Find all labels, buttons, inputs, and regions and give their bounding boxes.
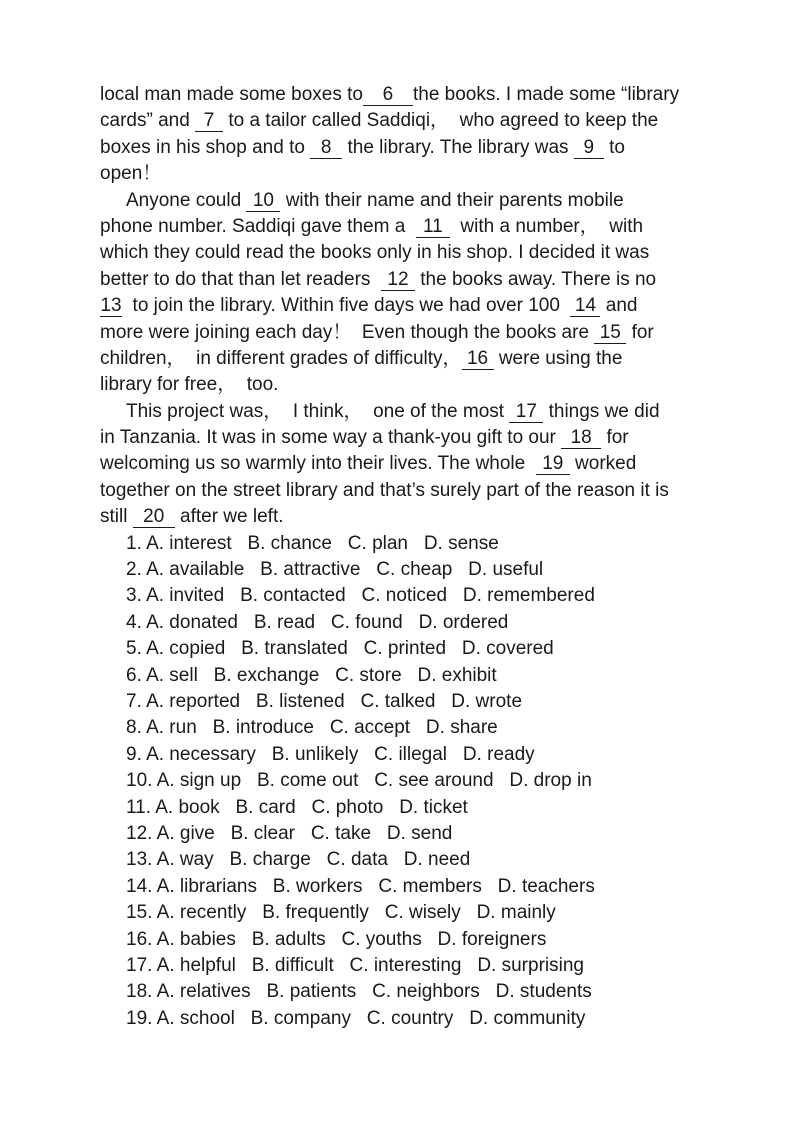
text-segment: the books. I made some “library <box>412 84 680 105</box>
text-segment: things we did <box>543 400 660 422</box>
blank-12: 12 <box>381 270 415 291</box>
text-line <box>100 267 700 293</box>
option-row: 5. A. copied B. translated C. printed D. covered <box>126 638 554 660</box>
text-line <box>100 399 700 425</box>
text-segment: better to do that than let readers <box>100 268 381 290</box>
text-segment: for <box>601 427 629 449</box>
blank-16: 16 <box>462 349 494 370</box>
text-line <box>100 320 700 346</box>
text-segment: children， in different grades of difficulty， <box>100 347 462 369</box>
option-row: 7. A. reported B. listened C. talked D. wrote <box>126 690 523 712</box>
option-row: 12. A. give B. clear C. take D. send <box>126 822 453 844</box>
text-segment: to <box>603 136 625 158</box>
text-line <box>100 108 700 134</box>
text-segment: phone number. Saddiqi gave them a <box>100 215 416 237</box>
option-row: 8. A. run B. introduce C. accept D. share <box>126 717 498 739</box>
option-row: 4. A. donated B. read C. found D. ordered <box>126 611 509 633</box>
blank-19: 19 <box>536 454 570 475</box>
blank-15: 15 <box>594 323 626 344</box>
text-line <box>100 214 700 240</box>
text-segment: local man made some boxes to <box>100 84 363 105</box>
blank-9: 9 <box>574 138 604 159</box>
paragraph-1 <box>100 82 700 188</box>
option-row: 16. A. babies B. adults C. youths D. foreigners <box>126 928 547 950</box>
text-segment: to join the library. Within five days we had over 100 <box>122 295 571 317</box>
paragraph-2 <box>100 188 700 399</box>
blank-17: 17 <box>509 402 543 423</box>
text-segment: boxes in his shop and to <box>100 136 311 158</box>
text-line <box>100 425 700 451</box>
option-row: 9. A. necessary B. unlikely C. illegal D. ready <box>126 743 535 765</box>
text-segment: This project was， I think， one of the most <box>126 400 510 422</box>
blank-13: 13 <box>100 295 122 317</box>
text-line <box>100 346 700 372</box>
text-line <box>100 293 700 319</box>
text-segment: after we left. <box>174 506 284 528</box>
option-row: 2. A. available B. attractive C. cheap D. useful <box>126 559 544 581</box>
blank-18: 18 <box>561 428 601 449</box>
text-line: together on the street library and that’s surely part of the reason it is <box>100 479 669 501</box>
text-segment: Anyone could <box>126 189 247 211</box>
text-line <box>100 451 700 477</box>
blank-11: 11 <box>416 217 450 238</box>
document-page <box>100 82 700 1032</box>
blank-14: 14 <box>570 296 600 317</box>
option-row: 1. A. interest B. chance C. plan D. sense <box>126 532 499 554</box>
text-line: open！ <box>100 163 162 185</box>
option-row: 13. A. way B. charge C. data D. need <box>126 849 471 871</box>
paragraph-3 <box>100 399 700 531</box>
text-segment: with a number， with <box>449 215 644 237</box>
blank-7: 7 <box>195 111 223 132</box>
text-line <box>100 188 700 214</box>
blank-20: 20 <box>133 507 175 528</box>
text-line <box>100 135 700 161</box>
text-line: library for free， too. <box>100 374 279 396</box>
option-row: 17. A. helpful B. difficult C. interesting D. surprising <box>126 954 584 976</box>
blank-6: 6 <box>363 85 413 106</box>
option-row: 15. A. recently B. frequently C. wisely D. mainly <box>126 902 556 924</box>
blank-10: 10 <box>246 191 280 212</box>
text-segment: the books away. There is no <box>414 268 657 290</box>
blank-8: 8 <box>310 138 342 159</box>
option-row: 11. A. book B. card C. photo D. ticket <box>126 796 468 818</box>
option-row: 6. A. sell B. exchange C. store D. exhibit <box>126 664 497 686</box>
text-segment: worked <box>569 453 637 475</box>
text-segment: for <box>626 321 654 343</box>
text-segment: to a tailor called Saddiqi， who agreed to keep the <box>223 110 659 132</box>
text-segment: cards” and <box>100 110 196 132</box>
text-segment: were using the <box>493 347 623 369</box>
text-segment: more were joining each day！ Even though the books are <box>100 321 595 343</box>
text-line: which they could read the books only in his shop. I decided it was <box>100 242 650 264</box>
answer-options <box>100 531 700 1032</box>
option-row: 3. A. invited B. contacted C. noticed D. remembered <box>126 585 595 607</box>
text-segment: and <box>600 295 638 317</box>
option-row: 18. A. relatives B. patients C. neighbors D. students <box>126 981 592 1003</box>
option-row: 10. A. sign up B. come out C. see around D. drop in <box>126 770 592 792</box>
text-segment: in Tanzania. It was in some way a thank-you gift to our <box>100 427 562 449</box>
text-line <box>100 82 700 108</box>
text-segment: still <box>100 506 133 528</box>
text-segment: the library. The library was <box>342 136 574 158</box>
option-row: 14. A. librarians B. workers C. members D. teachers <box>126 875 595 897</box>
text-segment: welcoming us so warmly into their lives. The whole <box>100 453 536 475</box>
option-row: 19. A. school B. company C. country D. community <box>126 1007 586 1029</box>
text-line <box>100 504 700 530</box>
text-segment: with their name and their parents mobile <box>280 189 624 211</box>
